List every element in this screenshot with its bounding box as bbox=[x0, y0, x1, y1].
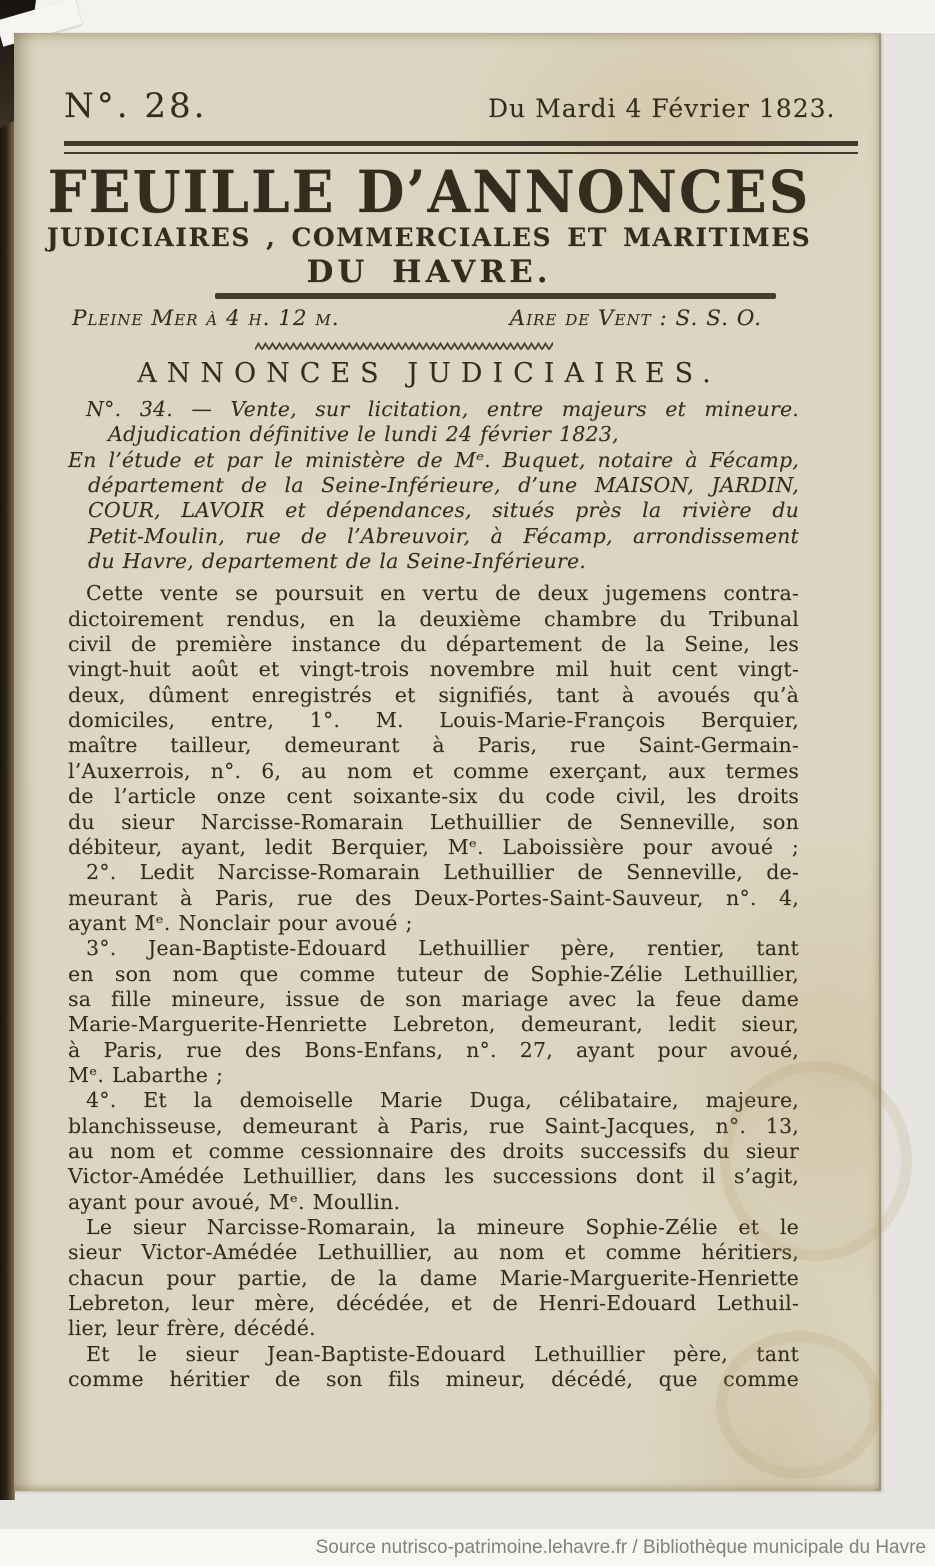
body-line: à Paris, rue des Bons-Enfans, n°. 27, ayant pour avoué, bbox=[68, 1037, 799, 1062]
issue-header bbox=[64, 86, 839, 132]
body-line: maître tailleur, demeurant à Paris, rue Saint-Germain- bbox=[68, 733, 799, 758]
announcement-body bbox=[68, 397, 799, 1392]
body-line: Le sieur Narcisse-Romarain, la mineure Sophie-Zélie et le bbox=[86, 1215, 799, 1239]
body-line: l’Auxerrois, n°. 6, au nom et comme exerçant, aux termes bbox=[68, 758, 799, 783]
library-stamp bbox=[720, 1061, 912, 1261]
wind-info: Aire de Vent : S. S. O. bbox=[509, 306, 762, 331]
body-line: vingt-huit août et vingt-trois novembre mil huit cent vingt- bbox=[68, 657, 799, 682]
body-line: Cette vente se poursuit en vertu de deux jugemens contra- bbox=[86, 581, 799, 606]
squiggle-rule bbox=[255, 341, 553, 352]
body-line: Mᵉ. Labarthe ; bbox=[68, 1062, 224, 1087]
body-line: blanchisseuse, demeurant à Paris, rue Saint-Jacques, n°. 13, bbox=[68, 1113, 799, 1138]
body-line: Victor-Amédée Lethuillier, dans les successions dont il s’agit, bbox=[68, 1164, 799, 1189]
library-stamp bbox=[716, 1331, 882, 1479]
body-line: ayant Mᵉ. Nonclair pour avoué ; bbox=[68, 910, 413, 935]
body-line: Marie-Marguerite-Henriette Lebreton, demeurant, ledit sieur, bbox=[68, 1012, 799, 1037]
body-line: COUR, LAVOIR et dépendances, situés près la rivière du bbox=[88, 498, 799, 523]
body-line: civil de première instance du département de la Seine, les bbox=[68, 632, 799, 657]
body-line: 2°. Ledit Narcisse-Romarain Lethuillier de Senneville, de- bbox=[86, 860, 799, 885]
body-line: 4°. Et la demoiselle Marie Duga, célibataire, majeure, bbox=[86, 1088, 799, 1113]
header-double-rule bbox=[64, 141, 858, 154]
body-line: département de la Seine-Inférieure, d’une MAISON, JARDIN, bbox=[88, 473, 799, 498]
body-line: En l’étude et par le ministère de Mᵉ. Buquet, notaire à Fécamp, bbox=[68, 447, 799, 472]
body-line: du Havre, departement de la Seine-Inférieure. bbox=[88, 549, 587, 574]
body-line: comme héritier de son fils mineur, décédé, que comme bbox=[68, 1367, 799, 1392]
body-line: 3°. Jean-Baptiste-Edouard Lethuillier père, rentier, tant bbox=[86, 936, 799, 961]
body-line: sieur Victor-Amédée Lethuillier, au nom et comme héritiers, bbox=[68, 1240, 799, 1265]
body-line: sa fille mineure, issue de son mariage avec la feue dame bbox=[68, 986, 799, 1011]
body-line: Petit-Moulin, rue de l’Abreuvoir, à Fécamp, arrondissement bbox=[88, 523, 799, 548]
masthead-rule bbox=[215, 293, 776, 299]
masthead-region: DU HAVRE. bbox=[306, 254, 552, 290]
body-line: meurant à Paris, rue des Deux-Portes-Saint-Sauveur, n°. 4, bbox=[68, 885, 799, 910]
body-line: chacun pour partie, de la dame Marie-Marguerite-Henriette bbox=[68, 1265, 799, 1290]
body-line: de l’article onze cent soixante-six du code civil, les droits bbox=[68, 784, 799, 809]
masthead-subtitle: JUDICIAIRES , COMMERCIALES ET MARITIMES bbox=[46, 223, 812, 252]
tide-wind-row bbox=[72, 306, 762, 331]
body-line: Lebreton, leur mère, décédée, et de Henri-Edouard Lethuil- bbox=[68, 1291, 799, 1316]
body-line: en son nom que comme tuteur de Sophie-Zélie Lethuillier, bbox=[68, 961, 799, 986]
body-line: Adjudication définitive le lundi 24 février 1823, bbox=[108, 422, 619, 447]
body-line: du sieur Narcisse-Romarain Lethuillier de Senneville, son bbox=[68, 809, 799, 834]
source-attribution: Source nutrisco-patrimoine.lehavre.fr / Bibliothèque municipale du Havre bbox=[0, 1529, 935, 1566]
issue-number: N°. 28. bbox=[64, 86, 208, 126]
body-line: Et le sieur Jean-Baptiste-Edouard Lethuillier père, tant bbox=[86, 1341, 799, 1366]
body-line: lier, leur frère, décédé. bbox=[68, 1316, 316, 1341]
body-line: débiteur, ayant, ledit Berquier, Mᵉ. Laboissière pour avoué ; bbox=[68, 834, 799, 859]
body-line: deux, dûment enregistrés et signifiés, tant à avoués qu’à bbox=[68, 682, 799, 707]
book-binding bbox=[0, 0, 15, 1500]
masthead-title: FEUILLE D’ANNONCES bbox=[47, 157, 811, 226]
tide-info: Pleine Mer à 4 h. 12 m. bbox=[72, 306, 340, 331]
date-line: Du Mardi 4 Février 1823. bbox=[488, 94, 836, 123]
body-line: au nom et comme cessionnaire des droits successifs du sieur bbox=[68, 1138, 799, 1163]
section-heading: ANNONCES JUDICIAIRES. bbox=[137, 358, 721, 389]
newspaper-page bbox=[14, 33, 881, 1491]
body-line: dictoirement rendus, en la deuxième chambre du Tribunal bbox=[68, 606, 799, 631]
body-line: N°. 34. — Vente, sur licitation, entre majeurs et mineure. bbox=[86, 397, 799, 421]
body-line: domiciles, entre, 1°. M. Louis-Marie-François Berquier, bbox=[68, 708, 799, 733]
body-line: ayant pour avoué, Mᵉ. Moullin. bbox=[68, 1189, 401, 1214]
page-behind-edge bbox=[22, 0, 935, 34]
